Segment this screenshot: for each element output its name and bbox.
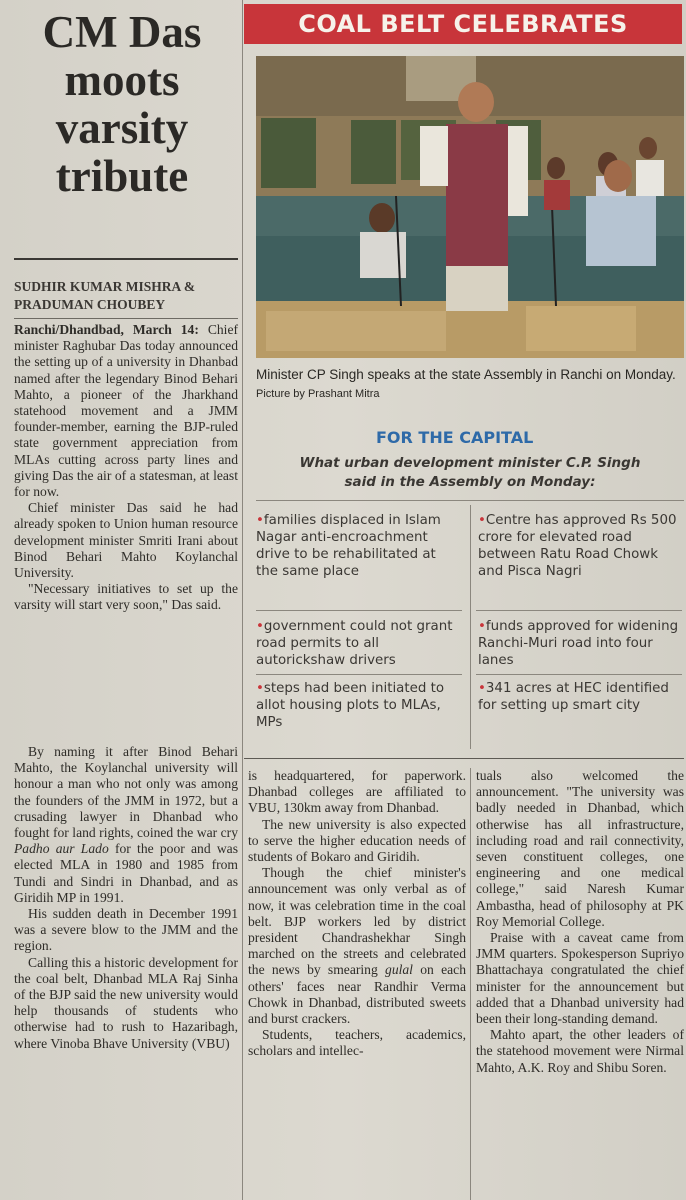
- column-divider: [242, 0, 243, 1200]
- assembly-photo: [256, 56, 684, 358]
- bullet-divider: [476, 610, 682, 611]
- story-paragraph: "Necessary initiatives to set up the varsity will start very soon," Das said.: [14, 581, 238, 613]
- section-banner: COAL BELT CELEBRATES: [244, 4, 682, 44]
- story-text: on each others' faces near Randhir Verma Chowk in Dhanbad, distributed sweets and burst crackers.: [248, 962, 466, 1027]
- story-column-right: [476, 768, 684, 1076]
- story-paragraph: The new university is also expected to serve the higher education needs of students of Bokaro and Giridih.: [248, 816, 466, 865]
- bullet-item: [256, 512, 460, 580]
- story-paragraph: tuals also welcomed the announcement. "The university was badly needed in Dhanbad, which otherwise has all infrastructure, including road and rail connectivity, seven constituent colleges, one engineering and one medical college," said Naresh Kumar Ambastha, head of philosophy at PK Roy Memorial College.: [476, 768, 684, 929]
- bullet-dot-icon: •: [256, 681, 264, 696]
- story-text: Though the chief minister's announcement was only verbal as of now, it was celebration time in the coal belt. BJP workers led by district president Chandrashekhar Singh marched on the streets and celebrated the news by smearing: [248, 865, 466, 978]
- bullet-dot-icon: •: [478, 619, 486, 634]
- headline-line: moots: [64, 55, 180, 105]
- box-subtitle-line: said in the Assembly on Monday:: [344, 474, 596, 490]
- story-paragraph: Students, teachers, academics, scholars and intellec-: [248, 1027, 466, 1059]
- box-subtitle: [256, 454, 684, 492]
- box-bottom-rule: [244, 758, 684, 759]
- story-paragraph: His sudden death in December 1991 was a severe blow to the JMM and the region.: [14, 906, 238, 954]
- box-column-divider: [470, 505, 471, 749]
- box-subtitle-line: What urban development minister C.P. Singh: [299, 455, 641, 471]
- photo-credit: Picture by Prashant Mitra: [256, 388, 380, 400]
- byline-author: SUDHIR KUMAR MISHRA &: [14, 279, 196, 294]
- bullet-text: steps had been initiated to allot housing plots to MLAs, MPs: [256, 681, 445, 730]
- bullet-item: [478, 618, 680, 669]
- column-divider: [470, 768, 471, 1200]
- bullet-text: funds approved for widening Ranchi-Muri road into four lanes: [478, 619, 679, 668]
- byline-author: PRADUMAN CHOUBEY: [14, 297, 166, 312]
- assembly-photo-illustration: [256, 56, 684, 358]
- bullet-dot-icon: •: [478, 513, 486, 528]
- box-rule: [256, 500, 684, 501]
- story-column-middle: [248, 768, 466, 1060]
- story-paragraph: [14, 744, 238, 906]
- bullet-text: Centre has approved Rs 500 crore for elevated road between Ratu Road Chowk and Pisca Nagri: [478, 513, 677, 579]
- story-paragraph: Mahto apart, the other leaders of the statehood movement were Nirmal Mahto, A.K. Roy and Shibu Soren.: [476, 1027, 684, 1075]
- story-text: for the poor and was elected MLA in 1980 and 1985 from Tundi and Sindri in Dhanbad, and as Giridih MP in 1991.: [14, 841, 238, 905]
- story-paragraph: [14, 322, 238, 500]
- story-text: By naming it after Binod Behari Mahto, the Koylanchal university will honour a man who not only was among the founders of the JMM in 1972, but a crusading lawyer in Dhanbad who fought for land rights, coined the war cry: [14, 744, 238, 841]
- caption-text: Minister CP Singh speaks at the state Assembly in Ranchi on Monday.: [256, 367, 676, 382]
- box-title: FOR THE CAPITAL: [376, 428, 534, 447]
- headline-line: tribute: [55, 151, 189, 201]
- headline-rule: [14, 258, 238, 260]
- headline: [14, 8, 230, 200]
- bullet-divider: [256, 674, 462, 675]
- story-text: Chief minister Raghubar Das today announced the setting up of a university in Dhanbad named after the legendary Binod Behari Mahto, a pioneer of the Jharkhand statehood movement and a JMM founder-member, earning the BJP-ruled state government appreciation from MLAs cutting across party lines and giving Das the air of a statesman, at least for now.: [14, 322, 239, 500]
- byline: [14, 278, 234, 314]
- story-paragraph: Praise with a caveat came from JMM quarters. Spokesperson Supriyo Bhattachaya congratulated the chief minister for the announcement but added that a Dhanbad university had been their long-standing demand.: [476, 930, 684, 1027]
- headline-line: CM Das: [42, 7, 202, 57]
- bullet-item: [256, 680, 460, 731]
- bullet-dot-icon: •: [256, 619, 264, 634]
- bullet-divider: [256, 610, 462, 611]
- dateline: Ranchi/Dhandbad, March 14:: [14, 322, 199, 337]
- story-paragraph: Chief minister Das said he had already spoken to Union human resource development minister Smriti Irani about Binod Behari Mahto Koylanchal University.: [14, 500, 238, 581]
- war-cry: Padho aur Lado: [14, 841, 109, 857]
- bullet-divider: [476, 674, 682, 675]
- bullet-text: 341 acres at HEC identified for setting up smart city: [478, 681, 669, 713]
- story-column-left-bottom: [14, 744, 238, 1052]
- bullet-item: [478, 512, 680, 580]
- gulal-term: gulal: [385, 962, 413, 978]
- headline-line: varsity: [55, 103, 189, 153]
- bullet-text: families displaced in Islam Nagar anti-encroachment drive to be rehabilitated at the same place: [256, 513, 441, 579]
- byline-rule: [14, 318, 238, 319]
- story-paragraph: is headquartered, for paperwork. Dhanbad colleges are affiliated to VBU, 130km away from Dhanbad.: [248, 768, 466, 816]
- bullet-item: [256, 618, 460, 669]
- photo-caption: [256, 366, 684, 403]
- bullet-text: government could not grant road permits to all autorickshaw drivers: [256, 619, 453, 668]
- story-paragraph: Calling this a historic development for the coal belt, Dhanbad MLA Raj Sinha of the BJP said the new university would help thousands of students who otherwise had to rush to Hazaribagh, where Vinoba Bhave University (VBU): [14, 954, 238, 1051]
- story-paragraph: [248, 865, 466, 1027]
- bullet-item: [478, 680, 680, 714]
- story-column-left-top: [14, 322, 238, 614]
- bullet-dot-icon: •: [478, 681, 486, 696]
- bullet-dot-icon: •: [256, 513, 264, 528]
